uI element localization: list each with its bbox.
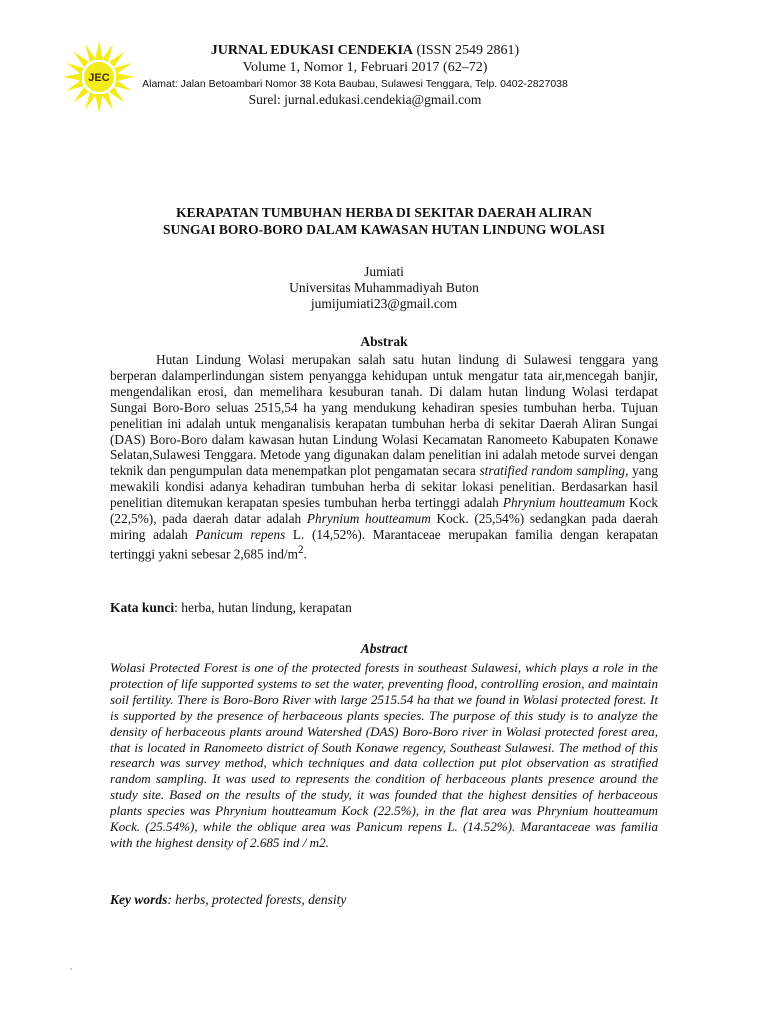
journal-header	[140, 42, 590, 108]
paper-title-line-1: KERAPATAN TUMBUHAN HERBA DI SEKITAR DAERAH ALIRAN	[176, 205, 592, 220]
key-words-value: : herbs, protected forests, density	[167, 892, 347, 907]
journal-address: Alamat: Jalan Betoambari Nomor 38 Kota Baubau, Sulawesi Tenggara, Telp. 0402-2827038	[142, 78, 568, 90]
abstrak-text-2: , yang mewakili kondisi adanya kehadiran tumbuhan herba di sekitar lokasi penelitian. Berdasarkan hasil penelitian ditemukan kerapatan spesies tumbuhan herba tertinggi adalah	[110, 463, 658, 511]
abstrak-text-1: Hutan Lindung Wolasi merupakan salah satu hutan lindung di Sulawesi tenggara yang berperan dalamperlindungan sistem penyangga kehidupan untuk mengatur tata air,mencegah banjir, mengendalikan erosi, dan memelihara kesuburan tanah. Di dalam hutan lindung Wolasi terdapat Sungai Boro-Boro seluas 2515,54 ha yang mendukung kehadiran spesies tumbuhan herba. Tujuan penelitian ini adalah untuk menganalisis kerapatan tumbuhan herba di sekitar Daerah Aliran Sungai (DAS) Boro-Boro dalam kawasan hutan Lindung Wolasi Kecamatan Ranomeeto Kabupaten Konawe Selatan,Sulawesi Tenggara. Metode yang digunakan dalam penelitian ini adalah metode survei dengan teknik dan pengumpulan data menempatkan plot pengamatan secara	[110, 352, 658, 479]
journal-name: JURNAL EDUKASI CENDEKIA	[210, 43, 414, 58]
species-name-2: Phrynium houtteamum	[306, 511, 431, 527]
species-name-1: Phrynium houtteamum	[502, 495, 626, 511]
paper-title-line-2: SUNGAI BORO-BORO DALAM KAWASAN HUTAN LINDUNG WOLASI	[162, 222, 606, 237]
page-speck	[70, 968, 72, 970]
author-block	[110, 264, 658, 312]
abstract-body	[110, 660, 658, 851]
logo-text: JEC	[88, 72, 110, 84]
paper-title	[110, 204, 658, 238]
journal-issn: (ISSN 2549 2861)	[416, 43, 520, 58]
kata-kunci-label: Kata kunci	[110, 600, 175, 615]
abstrak-heading: Abstrak	[360, 334, 408, 349]
superscript: 2	[297, 543, 304, 556]
abstrak-text-6: .	[303, 546, 307, 562]
abstrak-text-3: Kock (22,5%), pada daerah datar adalah	[110, 495, 658, 527]
abstract-heading: Abstract	[360, 641, 408, 656]
journal-logo	[62, 40, 136, 114]
journal-email: Surel: jurnal.edukasi.cendekia@gmail.com	[248, 92, 482, 107]
abstrak-text-4: Kock. (25,54%) sedangkan pada daerah miring adalah	[110, 511, 659, 542]
kata-kunci-value: : herba, hutan lindung, kerapatan	[174, 600, 352, 615]
author-affiliation: Universitas Muhammadiyah Buton	[289, 280, 479, 295]
key-words-label: Key words	[110, 892, 168, 907]
abstract-paragraph: Wolasi Protected Forest is one of the protected forests in southeast Sulawesi, which plays a role in the protection of life supported systems to set the water, preventing flood, controlling erosion, and maintain soil fertility. There is Boro-Boro River with large 2515.54 ha that we found in Wolasi protected forest. It is supported by the presence of herbaceous plants species. The purpose of this study is to analyze the density of herbaceous plants around Watershed (DAS) Boro-Boro river in Wolasi protected forest area, that is located in Ranomeeto district of South Konawe regency, Southeast Sulawesi. The method of this research was survey method, which techniques and data collection put plot observation as stratified random sampling. It was used to represents the condition of herbaceous plants presence around the study site. Based on the results of the study, it was founded that the highest densities of herbaceous plants species was Phrynium houtteamum Kock (22.5%), in the flat area was Phrynium houtteamum Kock. (25.54%), while the oblique area was Panicum repens L. (14.52%). Marantaceae was familia with the highest density of 2.685 ind / m2.	[110, 660, 658, 850]
author-email: jumijumiati23@gmail.com	[310, 296, 458, 311]
kata-kunci	[110, 600, 658, 616]
species-name-3: Panicum repens	[195, 526, 286, 542]
abstrak-paragraph	[110, 352, 658, 562]
journal-volume: Volume 1, Nomor 1, Februari 2017 (62–72)	[242, 60, 488, 75]
author-name: Jumiati	[364, 264, 404, 279]
key-words	[110, 892, 658, 908]
abstrak-body	[110, 352, 658, 562]
abstrak-text-5: L. (14,52%). Marantaceae merupakan familia dengan kerapatan tertinggi yakni sebesar 2,685 ind/m	[110, 526, 658, 562]
abstrak-term-italic: stratified random sampling	[479, 463, 626, 479]
journal-title-line	[140, 42, 590, 59]
